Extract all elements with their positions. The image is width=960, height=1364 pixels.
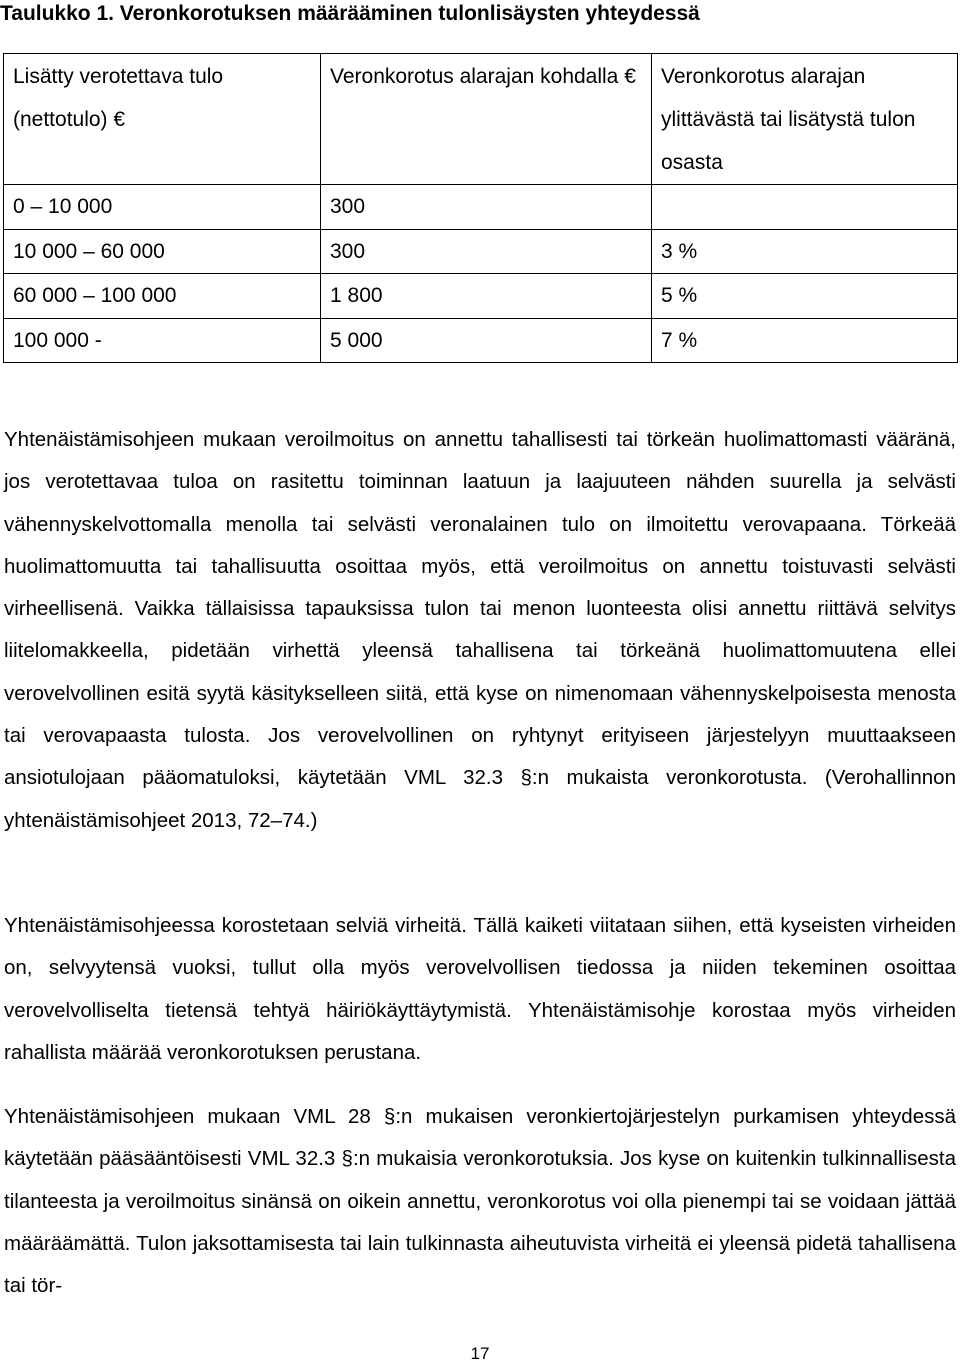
income-range-cell: 60 000 – 100 000 [4,274,321,319]
header-added-income: Lisätty verotettava tulo (nettotulo) € [4,54,321,185]
body-paragraph-3 [4,1096,956,1307]
page-number: 17 [470,1344,490,1363]
percent-cell: 5 % [652,274,958,319]
paragraph-text: Yhtenäistämisohjeen mukaan veroilmoitus on annettu tahallisesti tai törkeän huolimattomasti vääränä, jos verotettavaa tuloa on rasitettu toiminnan laatuun ja laajuuteen nähden suurella ja selvästi vähennyskelvottomalla menolla tai selvästi veronalainen tulo on ilmoitettu verovapaana. Törkeää huolimattomuutta tai tahallisuutta osoittaa myös, että veroilmoitus on annettu toistuvasti selvästi virheellisenä. Vaikka tällaisissa tapauksissa tulon tai menon luonteesta olisi annettu riittävä selvitys liitelomakkeella, pidetään virhettä yleensä tahallisena tai törkeänä huolimattomuutena ellei verovelvollinen esitä syytä käsitykselleen siitä, että kyse on nimenomaan vähennyskelpoisesta menosta tai verovapaasta tulosta. Jos verovelvollinen on ryhtynyt erityiseen järjestelyyn muuttaakseen ansiotulojaan pääomatuloksi, käytetään VML 32.3 §:n mukaista veronkorotusta. (Verohallinnon yhtenäistämisohjeet 2013, 72–74.) [4,428,956,832]
lower-limit-cell: 300 [321,229,652,274]
income-range-cell: 10 000 – 60 000 [4,229,321,274]
header-increase-at-lower-limit: Veronkorotus alarajan kohdalla € [321,54,652,185]
body-paragraph-1 [4,419,956,842]
table-row [4,274,958,319]
header-increase-above-limit: Veronkorotus alarajan ylittävästä tai lisätystä tulon osasta [652,54,958,185]
table-row [4,229,958,274]
percent-cell: 3 % [652,229,958,274]
paragraph-text: Yhtenäistämisohjeessa korostetaan selviä virheitä. Tällä kaiketi viitataan siihen, että kyseisten virheiden on, selvyytensä vuoksi, tullut olla myös verovelvollisen tiedossa ja niiden tekeminen osoittaa verovelvolliselta tietensä tehtyä häiriökäyttäytymistä. Yhtenäistämisohje korostaa myös virheiden rahallista määrää veronkorotuksen perustana. [4,914,956,1064]
lower-limit-cell: 300 [321,185,652,230]
paragraph-text: Yhtenäistämisohjeen mukaan VML 28 §:n mukaisen veronkiertojärjestelyn purkamisen yhteydessä käytetään pääsääntöisesti VML 32.3 §:n mukaisia veronkorotuksia. Jos kyse on kuitenkin tulkinnallisesta tilanteesta ja veroilmoitus sinänsä on oikein annettu, veronkorotus voi olla pienempi tai se voidaan jättää määräämättä. Tulon jaksottamisesta tai lain tulkinnasta aiheutuvista virheitä ei yleensä pidetä tahallisena tai tör- [4,1105,956,1298]
lower-limit-cell: 1 800 [321,274,652,319]
income-range-cell: 100 000 - [4,318,321,363]
table-header-row [4,54,958,185]
income-range-cell: 0 – 10 000 [4,185,321,230]
body-paragraph-2 [4,905,956,1074]
table-row [4,318,958,363]
table-row [4,185,958,230]
lower-limit-cell: 5 000 [321,318,652,363]
percent-cell [652,185,958,230]
table-caption: Taulukko 1. Veronkorotuksen määrääminen tulonlisäysten yhteydessä [0,2,700,25]
tax-increase-table [3,53,958,363]
percent-cell: 7 % [652,318,958,363]
